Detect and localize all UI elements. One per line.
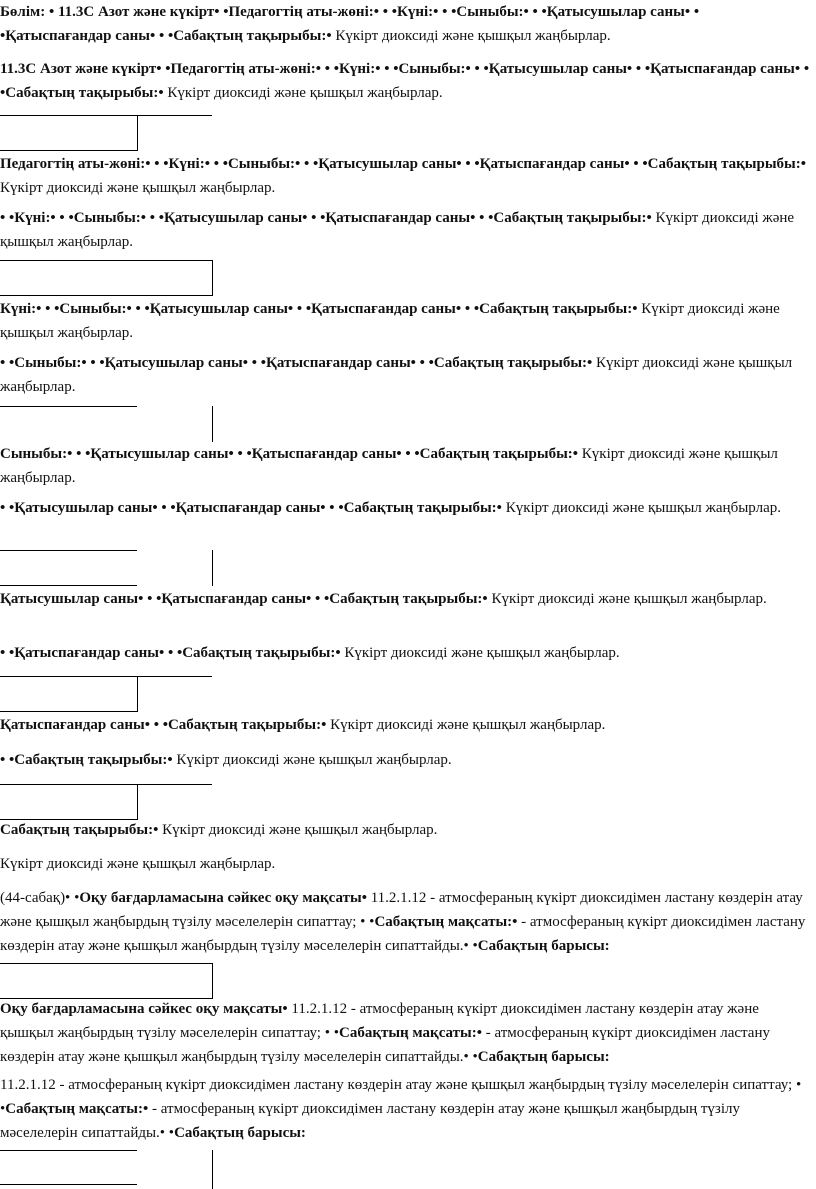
paragraph-3: Педагогтің аты-жөні:• • •Күні:• • •Сыныбы:• • •Қатысушылар саны• • •Қатыспағандар саны• • •Сабақтың тақырыбы:• Күкірт диоксиді және қышқыл жаңбырлар. — [0, 156, 806, 196]
paragraph-16: Оқу бағдарламасына сәйкес оқу мақсаты• 11.2.1.12 - атмосфераның күкірт диоксидімен ластану көздерін атау және қышқыл жаңбырдың түзілу мәселелерін сипаттау; • •Сабақтың мақсаты:• - атмосфераның күкірт диоксидімен ластану көздерін атау және қышқыл жаңбырдың түзілу мәселелерін сипаттайды.• •Сабақтың барысы: — [0, 1001, 770, 1065]
paragraph-2: 11.3С Азот және күкірт• •Педагогтің аты-жөні:• • •Күні:• • •Сыныбы:• • •Қатысушылар саны• • •Қатыспағандар саны• • •Сабақтың тақырыбы:• Күкірт диоксиді және қышқыл жаңбырлар. — [0, 61, 810, 101]
paragraph-5: Күні:• • •Сыныбы:• • •Қатысушылар саны• • •Қатыспағандар саны• • •Сабақтың тақырыбы:• Күкірт диоксиді және қышқыл жаңбырлар. — [0, 301, 780, 341]
table-rule — [0, 1150, 137, 1151]
table-rule — [0, 963, 212, 964]
table-rule — [212, 406, 213, 442]
table-rule — [0, 676, 212, 677]
table-rule — [212, 1150, 213, 1189]
table-rule — [0, 406, 137, 407]
paragraph-12: • •Сабақтың тақырыбы:• Күкірт диоксиді және қышқыл жаңбырлар. — [0, 752, 452, 768]
table-rule — [0, 1184, 137, 1185]
paragraph-4: • •Күні:• • •Сыныбы:• • •Қатысушылар саны• • •Қатыспағандар саны• • •Сабақтың тақырыбы:• Күкірт диоксиді және қышқыл жаңбырлар. — [0, 210, 795, 250]
table-rule — [137, 784, 138, 820]
table-rule — [212, 260, 213, 296]
paragraph-11: Қатыспағандар саны• • •Сабақтың тақырыбы:• Күкірт диоксиді және қышқыл жаңбырлар. — [0, 717, 606, 733]
table-rule — [0, 784, 212, 785]
table-rule — [0, 295, 212, 296]
table-rule — [0, 585, 137, 586]
paragraph-17: 11.2.1.12 - атмосфераның күкірт диоксидімен ластану көздерін атау және қышқыл жаңбырдың түзілу мәселелерін сипаттау; • •Сабақтың мақсаты:• - атмосфераның күкірт диоксидімен ластану көздерін атау және қышқыл жаңбырдың түзілу мәселелерін сипаттайды.• •Сабақтың барысы: — [0, 1077, 802, 1141]
paragraph-1: Бөлім: • 11.3С Азот және күкірт• •Педагогтің аты-жөні:• • •Күні:• • •Сыныбы:• • •Қатысушылар саны• • •Қатыспағандар саны• • •Сабақтың тақырыбы:• Күкірт диоксиді және қышқыл жаңбырлар. — [0, 4, 700, 44]
paragraph-7: Сыныбы:• • •Қатысушылар саны• • •Қатыспағандар саны• • •Сабақтың тақырыбы:• Күкірт диоксиді және қышқыл жаңбырлар. — [0, 446, 778, 486]
table-rule — [0, 260, 212, 261]
table-rule — [0, 711, 137, 712]
paragraph-8: • •Қатысушылар саны• • •Қатыспағандар саны• • •Сабақтың тақырыбы:• Күкірт диоксиді және қышқыл жаңбырлар. — [0, 500, 781, 516]
table-rule — [0, 550, 137, 551]
table-rule — [0, 150, 137, 151]
paragraph-9: Қатысушылар саны• • •Қатыспағандар саны• • •Сабақтың тақырыбы:• Күкірт диоксиді және қышқыл жаңбырлар. — [0, 591, 767, 607]
table-rule — [0, 115, 212, 116]
table-rule — [212, 550, 213, 586]
paragraph-6: • •Сыныбы:• • •Қатысушылар саны• • •Қатыспағандар саны• • •Сабақтың тақырыбы:• Күкірт диоксиді және қышқыл жаңбырлар. — [0, 355, 793, 395]
paragraph-10: • •Қатыспағандар саны• • •Сабақтың тақырыбы:• Күкірт диоксиді және қышқыл жаңбырлар. — [0, 645, 620, 661]
table-rule — [137, 676, 138, 712]
paragraph-15: (44-сабақ)• •Оқу бағдарламасына сәйкес оқу мақсаты• 11.2.1.12 - атмосфераның күкірт диоксидімен ластану көздерін атау және қышқыл жаңбырдың түзілу мәселелерін сипаттау; • •Сабақтың мақсаты:• - атмосфераның күкірт диоксидімен ластану көздерін атау және қышқыл жаңбырдың түзілу мәселелерін сипаттайды.• •Сабақтың барысы: — [0, 890, 806, 954]
table-rule — [212, 963, 213, 999]
paragraph-13: Сабақтың тақырыбы:• Күкірт диоксиді және қышқыл жаңбырлар. — [0, 822, 438, 838]
paragraph-14: Күкірт диоксиді және қышқыл жаңбырлар. — [0, 856, 276, 872]
table-rule — [137, 115, 138, 151]
